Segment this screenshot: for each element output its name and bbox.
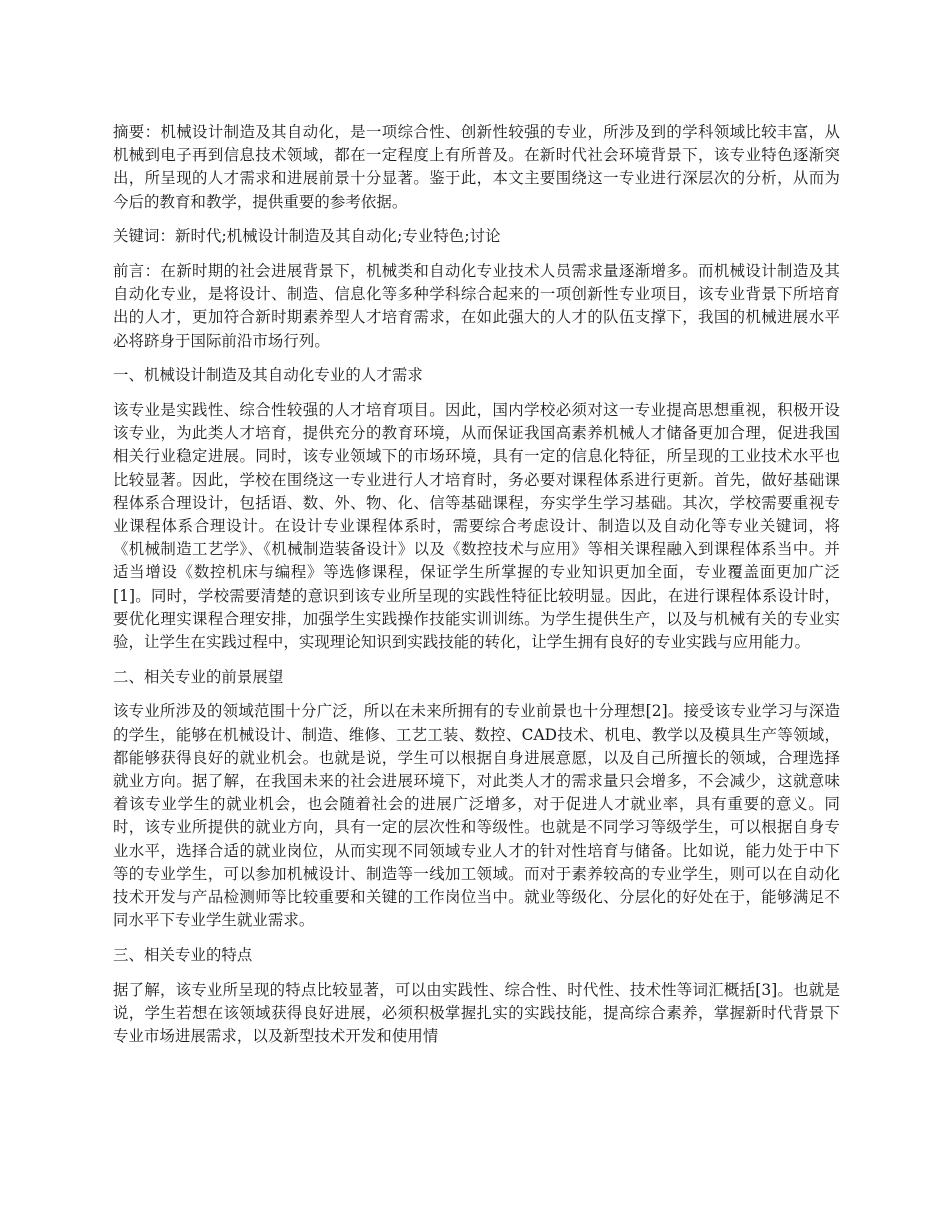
section-3-heading: 三、相关专业的特点 [113, 946, 253, 964]
section-2-body: 该专业所涉及的领域范围十分广泛，所以在未来所拥有的专业前景也十分理想[2]。接受该专业学习与深造的学生，能够在机械设计、制造、维修、工艺工装、数控、CAD技术、机电、教学以及模具生产等领域，都能够获得良好的就业机会。也就是说，学生可以根据自身进展意愿，以及自己所擅长的领域，合理选择就业方向。据了解，在我国未来的社会进展环境下，对此类人才的需求量只会增多，不会减少，这就意味着该专业学生的就业机会，也会随着社会的进展广泛增多，对于促进人才就业率，具有重要的意义。同时，该专业所提供的就业方向，具有一定的层次性和等级性。也就是不同学习等级学生，可以根据自身专业水平，选择合适的就业岗位，从而实现不同领域专业人才的针对性培育与储备。比如说，能力处于中下等的专业学生，可以参加机械设计、制造等一线加工领域。而对于素养较高的专业学生，则可以在自动化技术开发与产品检测师等比较重要和关键的工作岗位当中。就业等级化、分层化的好处在于，能够满足不同水平下专业学生就业需求。 [113, 702, 840, 930]
abstract-text: 机械设计制造及其自动化，是一项综合性、创新性较强的专业，所涉及到的学科领域比较丰富，从机械到电子再到信息技术领域，都在一定程度上有所普及。在新时代社会环境背景下，该专业特色逐渐突出，所呈现的人才需求和进展前景十分显著。鉴于此，本文主要围绕这一专业进行深层次的分析，从而为今后的教育和教学，提供重要的参考依据。 [113, 123, 840, 211]
section-2-heading: 二、相关专业的前景展望 [113, 667, 284, 686]
foreword-label: 前言： [113, 262, 161, 281]
foreword-text: 在新时期的社会进展背景下，机械类和自动化专业技术人员需求量逐渐增多。而机械设计制造及其自动化专业，是将设计、制造、信息化等多种学科综合起来的一项创新性专业项目，该专业背景下所培育出的人才，更加符合新时期素养型人才培育需求，在如此强大的人才的队伍支撑下，我国的机械进展水平必将跻身于国际前沿市场行列。 [113, 262, 840, 350]
abstract-paragraph [113, 121, 840, 214]
keywords-paragraph [113, 225, 840, 248]
section-1-heading: 一、机械设计制造及其自动化专业的人才需求 [113, 366, 423, 385]
section-3-body: 据了解，该专业所呈现的特点比较显著，可以由实践性、综合性、时代性、技术性等词汇概括[3]。也就是说，学生若想在该领域获得良好进展，必须积极掌握扎实的实践技能，提高综合素养，掌握新时代背景下专业市场进展需求，以及新型技术开发和使用情 [113, 980, 840, 1046]
document-page [113, 121, 840, 1060]
foreword-paragraph [113, 260, 840, 353]
abstract-label: 摘要： [113, 123, 161, 141]
keywords-text: 新时代;机械设计制造及其自动化;专业特色;讨论 [174, 227, 501, 246]
section-1-body: 该专业是实践性、综合性较强的人才培育项目。因此，国内学校必须对这一专业提高思想重视，积极开设该专业，为此类人才培育，提供充分的教育环境，从而保证我国高素养机械人才储备更加合理，促进我国相关行业稳定进展。同时，该专业领域下的市场环境，具有一定的信息化特征，所呈现的工业技术水平也比较显著。因此，学校在围绕这一专业进行人才培育时，务必要对课程体系进行更新。首先，做好基础课程体系合理设计，包括语、数、外、物、化、信等基础课程，夯实学生学习基础。其次，学校需要重视专业课程体系合理设计。在设计专业课程体系时，需要综合考虑设计、制造以及自动化等专业关键词，将《机械制造工艺学》、《机械制造装备设计》以及《数控技术与应用》等相关课程融入到课程体系当中。并适当增设《数控机床与编程》等选修课程，保证学生所掌握的专业知识更加全面，专业覆盖面更加广泛[1]。同时，学校需要清楚的意识到该专业所呈现的实践性特征比较明显。因此，在进行课程体系设计时，要优化理实课程合理安排，加强学生实践操作技能实训训练。为学生提供生产，以及与机械有关的专业实验，让学生在实践过程中，实现理论知识到实践技能的转化，让学生拥有良好的专业实践与应用能力。 [113, 401, 840, 652]
keywords-label: 关键词： [113, 227, 175, 246]
